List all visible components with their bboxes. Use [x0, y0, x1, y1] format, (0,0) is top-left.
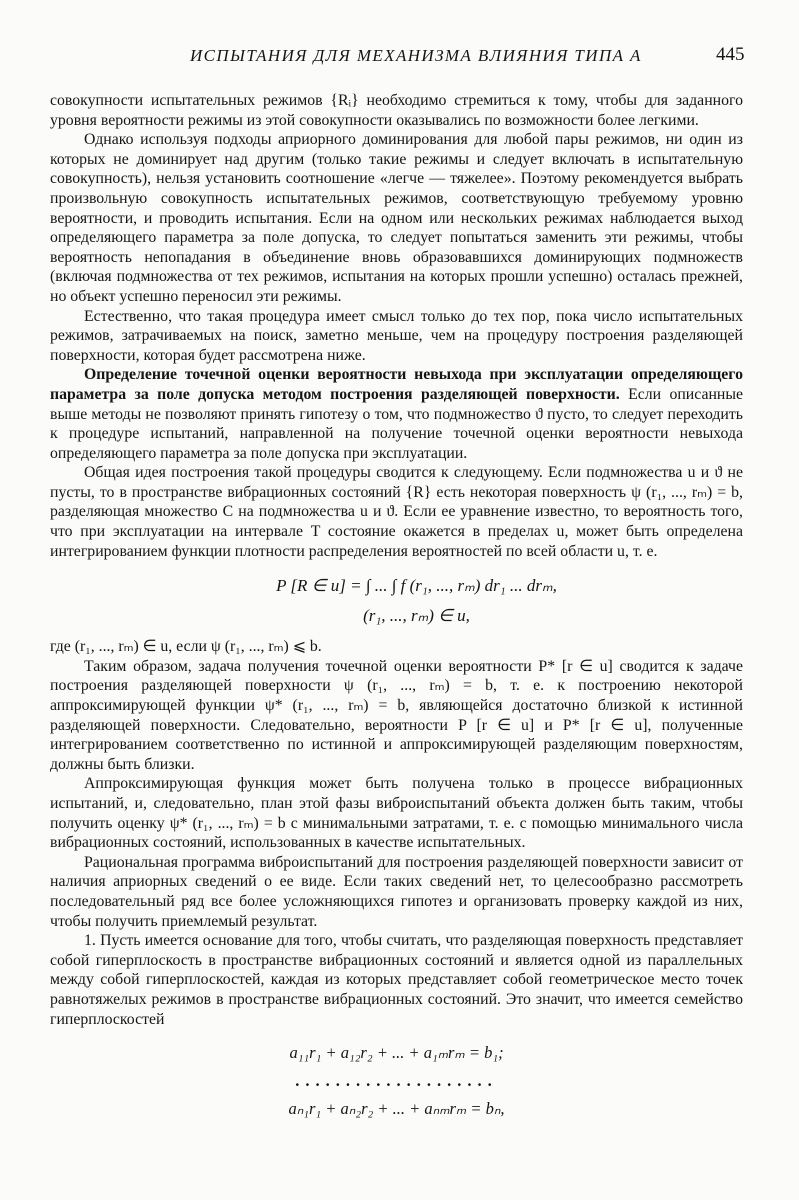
equation-row-1: a₁₁r₁ + a₁₂r₂ + ... + a₁ₘrₘ = b₁; [289, 1043, 504, 1063]
integral-line-1: P [R ∈ u] = ∫ ... ∫ f (r₁, ..., rₘ) dr₁ ... drₘ, [276, 576, 557, 596]
paragraph-general-idea: Общая идея построения такой процедуры сводится к следующему. Если подмножества u и ϑ не пусты, то в пространстве вибрационных состояний {R} есть некоторая поверхность ψ (r₁, ..., rₘ) = b, разделяющая множество C на подмножества u и ϑ. Если ее уравнение известно, то вероятность того, что при эксплуатации на интервале T состояние окажется в пределах u, может быть определена интегрированием функции плотности распределения вероятностей по всей области u, т. е. [50, 464, 743, 560]
integral-line-2: (r₁, ..., rₘ) ∈ u, [363, 606, 470, 626]
paragraph-section-heading [50, 365, 743, 463]
equation-ellipsis-row: .................... [295, 1071, 498, 1091]
body-text [50, 91, 743, 1123]
page-header [0, 44, 799, 70]
paragraph-approximation: Таким образом, задача получения точечной оценки вероятности P* [r ∈ u] сводится к задаче построения разделяющей поверхности ψ (r₁, ..., rₘ) = b, т. е. к построению некоторой аппроксимирующей функции ψ* (r₁, ..., rₘ) = b, являющейся достаточно близкой к истинной разделяющей поверхности. Следовательно, вероятности P [r ∈ u] и P* [r ∈ u], полученные интегрированием соответственно по истинной и аппроксимирующей разделяющим поверхностям, должны быть близки. [50, 657, 743, 773]
section-heading: Определение точечной оценки вероятности невыхода при эксплуатации определяющего параметра за поле допуска методом построения разделяющей поверхности. [50, 366, 743, 403]
integral-formula [50, 571, 743, 631]
page-number: 445 [716, 44, 745, 65]
paragraph-procedure-limit: Естественно, что такая процедура имеет смысл только до тех пор, пока число испытательных режимов, затрачиваемых на поиск, заметно меньше, чем на процедуру построения разделяющей поверхности, которая будет рассмотрена ниже. [50, 307, 743, 364]
running-title: ИСПЫТАНИЯ ДЛЯ МЕХАНИЗМА ВЛИЯНИЯ ТИПА А [190, 46, 642, 65]
paragraph-rational-program: Рациональная программа виброиспытаний для построения разделяющей поверхности зависит от наличия априорных сведений о ее виде. Если таких сведений нет, то целесообразно рассмотреть последовательный ряд все более усложняющихся гипотез и организовать проверку каждой из них, чтобы получить приемлемый результат. [50, 853, 743, 930]
paragraph-vibration-tests: Аппроксимирующая функция может быть получена только в процессе вибрационных испытаний, и, следовательно, план этой фазы виброиспытаний объекта должен быть таким, чтобы получить оценку ψ* (r₁, ..., rₘ) = b с минимальными затратами, т. е. с помощью минимального числа вибрационных состояний, использованных в качестве испытательных. [50, 775, 743, 852]
equation-row-n: aₙ₁r₁ + aₙ₂r₂ + ... + aₙₘrₘ = bₙ, [288, 1099, 505, 1119]
paragraph-hyperplane: 1. Пусть имеется основание для того, чтобы считать, что разделяющая поверхность представляет собой гиперплоскость в пространстве вибрационных состояний и является одной из параллельных между собой гиперплоскостей, каждая из которых представляет собой геометрическое место точек равнотяжелых режимов в пространстве вибрационных состояний. Это значит, что имеется семейство гиперплоскостей [50, 932, 743, 1028]
equation-system [50, 1039, 743, 1123]
section-intro: Если описанные выше методы не позволяют принять гипотезу о том, что подмножество ϑ пусто, то следует переходить к процедуре испытаний, направленной на получение точечной оценки вероятности невыхода определяющего параметра за поле допуска при эксплуатации. [50, 385, 744, 462]
paragraph-where: где (r₁, ..., rₘ) ∈ u, если ψ (r₁, ..., rₘ) ⩽ b. [50, 638, 322, 656]
paragraph-continuation: совокупности испытательных режимов {Rᵢ} необходимо стремиться к тому, чтобы для заданного уровня вероятности режимы из этой совокупности оказывались по возможности более легкими. [50, 92, 743, 129]
paragraph-domination: Однако используя подходы априорного доминирования для любой пары режимов, ни один из которых не доминирует над другим (только такие режимы и следует включать в испытательную совокупность), нельзя установить соотношение «легче — тяжелее». Поэтому рекомендуется выбрать произвольную совокупность испытательных режимов, соответствующую требуемому уровню вероятности, и проводить испытания. Если на одном или нескольких режимах наблюдается выход определяющего параметра за поле допуска, то следует попытаться заменить эти режимы, чтобы вероятность непопадания в объединение вновь образовавшихся доминирующих подмножеств (включая подмножества от тех режимов, испытания на которых прошли успешно) осталась прежней, но объект успешно переносил эти режимы. [50, 131, 743, 305]
